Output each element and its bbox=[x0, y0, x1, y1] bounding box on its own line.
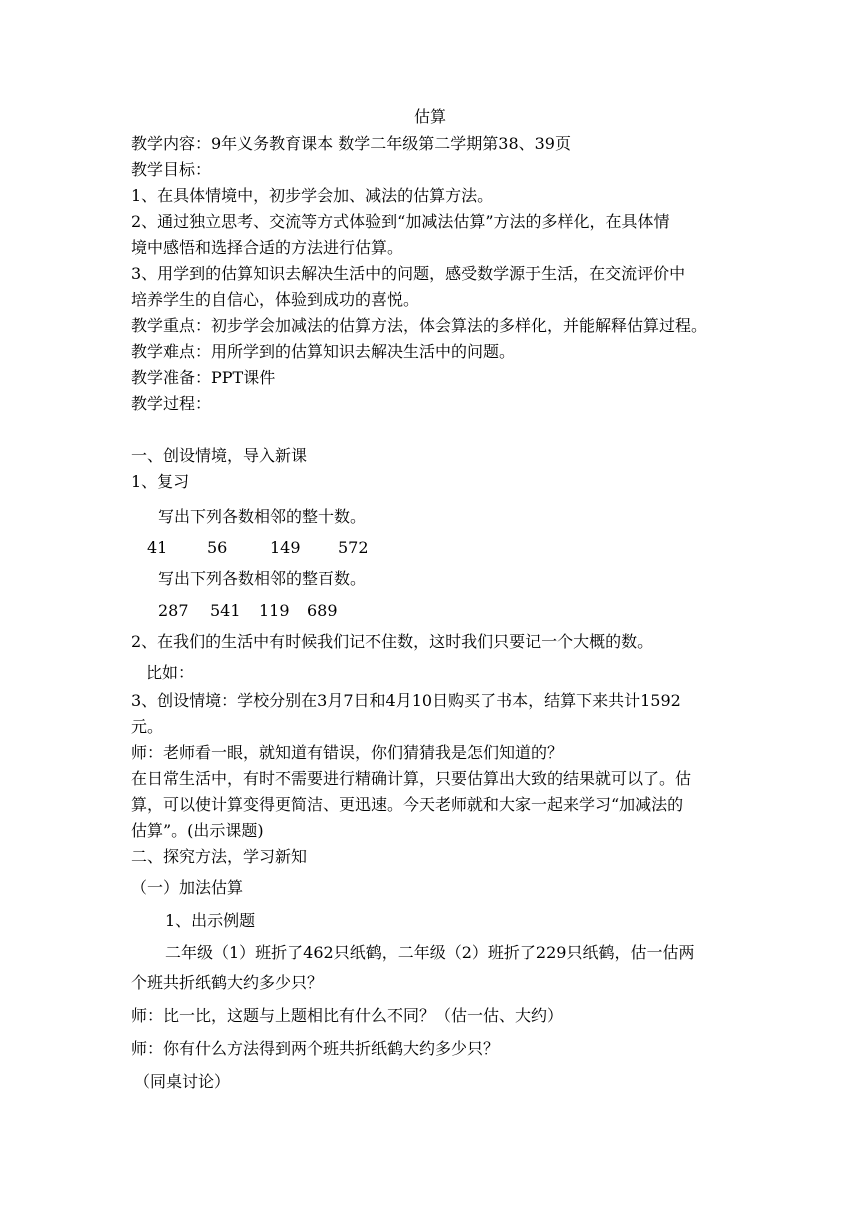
text-line: 境中感悟和选择合适的方法进行估算。 bbox=[131, 238, 404, 257]
text-line: 培养学生的自信心，体验到成功的喜悦。 bbox=[131, 290, 420, 309]
number-item: 572 bbox=[338, 538, 369, 557]
numbers-row bbox=[0, 536, 860, 560]
text-line: 在日常生活中，有时不需要进行精确计算，只要估算出大致的结果就可以了。估 bbox=[131, 769, 692, 788]
text-line: 写出下列各数相邻的整百数。 bbox=[158, 569, 367, 588]
section-heading: 二、探究方法，学习新知 bbox=[131, 847, 308, 866]
text-line: 教学难点：用所学到的估算知识去解决生活中的问题。 bbox=[131, 342, 516, 361]
text-line: 3、创设情境：学校分别在3月7日和4月10日购买了书本，结算下来共计1592 bbox=[131, 691, 681, 710]
text-line: 师：老师看一眼，就知道有错误，你们猜猜我是怎们知道的？ bbox=[131, 743, 564, 762]
text-line: 教学准备：PPT课件 bbox=[131, 368, 276, 387]
text-line: 3、用学到的估算知识去解决生活中的问题，感受数学源于生活，在交流评价中 bbox=[131, 264, 686, 283]
number-item: 689 bbox=[307, 601, 338, 620]
text-line: 师：比一比，这题与上题相比有什么不同？（估一估、大约） bbox=[131, 1006, 564, 1025]
number-item: 119 bbox=[259, 601, 290, 620]
text-line: 2、在我们的生活中有时候我们记不住数，这时我们只要记一个大概的数。 bbox=[131, 632, 654, 651]
text-line: 教学重点：初步学会加减法的估算方法，体会算法的多样化，并能解释估算过程。 bbox=[131, 316, 708, 335]
document-title: 估算 bbox=[413, 107, 446, 126]
number-item: 287 bbox=[158, 601, 189, 620]
text-line: 估算”。(出示课题) bbox=[131, 821, 264, 840]
numbers-row bbox=[0, 599, 860, 623]
text-line: 元。 bbox=[131, 717, 164, 736]
number-item: 56 bbox=[207, 538, 228, 557]
text-line: 教学过程： bbox=[131, 394, 212, 413]
number-item: 41 bbox=[147, 538, 168, 557]
text-line: 算，可以使计算变得更简洁、更迅速。今天老师就和大家一起来学习“加减法的 bbox=[131, 795, 684, 814]
number-item: 149 bbox=[270, 538, 301, 557]
text-line: 教学内容：9年义务教育课本 数学二年级第二学期第38、39页 bbox=[131, 134, 571, 153]
subsection-heading: （一）加法估算 bbox=[131, 878, 244, 897]
text-line: 教学目标： bbox=[131, 160, 212, 179]
text-line: 1、复习 bbox=[131, 472, 190, 491]
text-line: 个班共折纸鹤大约多少只？ bbox=[131, 973, 324, 992]
text-line: 二年级（1）班折了462只纸鹤，二年级（2）班折了229只纸鹤，估一估两 bbox=[165, 943, 695, 962]
text-line: 师：你有什么方法得到两个班共折纸鹤大约多少只？ bbox=[131, 1039, 500, 1058]
text-line: 1、在具体情境中，初步学会加、减法的估算方法。 bbox=[131, 186, 494, 205]
text-line: 1、出示例题 bbox=[165, 911, 256, 930]
text-line: 比如： bbox=[146, 663, 195, 682]
text-line: 2、通过独立思考、交流等方式体验到“加减法估算”方法的多样化，在具体情 bbox=[131, 212, 670, 231]
text-line: 写出下列各数相邻的整十数。 bbox=[158, 507, 367, 526]
section-heading: 一、创设情境，导入新课 bbox=[131, 446, 308, 465]
number-item: 541 bbox=[210, 601, 241, 620]
text-line: （同桌讨论） bbox=[134, 1072, 231, 1091]
